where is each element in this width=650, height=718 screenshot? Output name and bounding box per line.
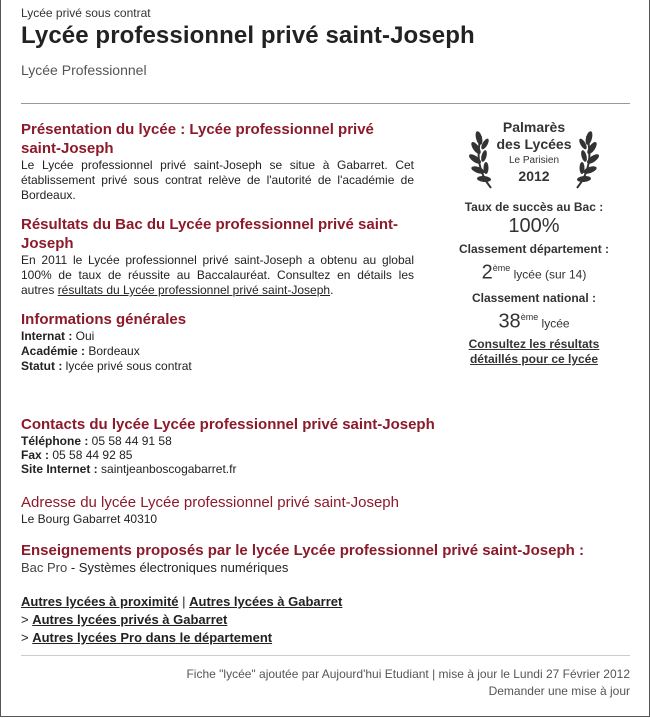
internat-label: Internat : [21,329,73,343]
teaching-rest: - Systèmes électroniques numériques [67,560,289,575]
badge-title [459,119,609,153]
success-value: 100% [508,215,560,237]
academie-label: Académie : [21,344,86,358]
dept-rank-line [440,256,628,287]
nat-suffix: lycée [538,316,570,331]
footer-divider [21,655,630,656]
pro-department-link[interactable]: Autres lycées Pro dans le département [32,630,273,645]
links-row-3 [21,629,342,647]
phone-value: 05 58 44 91 58 [88,434,172,448]
details-link[interactable]: Consultez les résultats détaillés pour ce lycée [468,337,600,367]
footer [186,666,630,700]
ranking-panel [440,116,628,367]
results-link[interactable]: résultats du Lycée professionnel privé saint-Joseph [57,283,331,297]
arrow-glyph: > [21,612,33,627]
website-label: Site Internet : [21,462,98,476]
gabarret-link[interactable]: Autres lycées à Gabarret [189,594,343,609]
phone-label: Téléphone : [21,434,89,448]
request-update-link[interactable]: Demander une mise à jour [488,684,630,698]
badge-line2: des Lycées [496,136,572,152]
website-value: saintjeanboscogabarret.fr [97,462,237,476]
statut-value: lycée privé sous contrat [62,359,192,373]
nat-label: Classement national : [471,290,597,305]
dept-label: Classement département : [458,242,610,256]
presentation-section [21,120,414,203]
contacts-title: Contacts du lycée Lycée professionnel privé saint-Joseph [21,416,435,433]
related-links [21,593,342,647]
internat-value: Oui [72,329,95,343]
results-text-before: En 2011 le Lycée professionnel privé saint-Joseph a obtenu au global 100% de taux de réussite au Baccalauréat. Consultez en détails les autres [21,253,414,297]
palmares-badge [459,116,609,194]
main-content [21,120,414,386]
divider [21,103,630,104]
address-value: Le Bourg Gabarret 40310 [21,512,158,526]
general-row [21,344,414,359]
nat-sup: ème [520,311,539,322]
address-title: Adresse du lycée Lycée professionnel privé saint-Joseph [21,494,399,511]
contact-row [21,434,630,448]
results-section [21,215,414,298]
nat-rank: 38 [498,310,521,333]
address-section [21,493,630,526]
academie-value: Bordeaux [85,344,140,358]
statut-label: Statut : [21,359,63,373]
header [21,6,630,78]
footer-info: Fiche "lycée" ajoutée par Aujourd'hui Etudiant | mise à jour le Lundi 27 Février 2012 [186,667,630,681]
status-line: Lycée privé sous contrat [21,6,151,20]
teaching-line [21,560,630,575]
success-label: Taux de succès au Bac : [464,200,604,214]
nearby-link[interactable]: Autres lycées à proximité [21,594,179,609]
contact-row [21,462,630,476]
school-type: Lycée Professionnel [21,62,147,78]
results-title: Résultats du Bac du Lycée professionnel privé saint-Joseph [21,216,399,252]
badge-year: 2012 [518,168,550,184]
links-row-1 [21,593,342,611]
arrow-glyph: > [21,630,33,645]
nat-rank-line [440,305,628,336]
contacts-section [21,415,630,476]
general-row [21,329,414,344]
teaching-title: Enseignements proposés par le lycée Lycée professionnel privé saint-Joseph : [21,542,584,559]
dept-suffix: lycée (sur 14) [510,267,587,282]
dept-sup: ème [492,263,511,273]
general-section [21,310,414,374]
teaching-section [21,541,630,575]
teaching-prefix: Bac Pro [21,560,68,575]
fax-value: 05 58 44 92 85 [49,448,133,462]
links-row-2 [21,611,342,629]
page-title: Lycée professionnel privé saint-Joseph [21,22,475,49]
badge-line1: Palmarès [502,119,566,135]
links-separator: | [178,594,190,609]
badge-source: Le Parisien [508,155,560,166]
results-text-after: . [330,283,334,297]
dept-rank: 2 [481,261,493,284]
results-text [21,253,414,298]
contact-row [21,448,630,462]
general-row [21,359,414,374]
presentation-text: Le Lycée professionnel privé saint-Joseph se situe à Gabarret. Cet établissement privé sous contrat relève de l'autorité de l'académie de Bordeaux. [21,158,414,202]
fax-label: Fax : [21,448,50,462]
private-gabarret-link[interactable]: Autres lycées privés à Gabarret [32,612,228,627]
general-title: Informations générales [21,311,187,328]
presentation-title: Présentation du lycée : Lycée professionnel privé saint-Joseph [21,121,374,157]
